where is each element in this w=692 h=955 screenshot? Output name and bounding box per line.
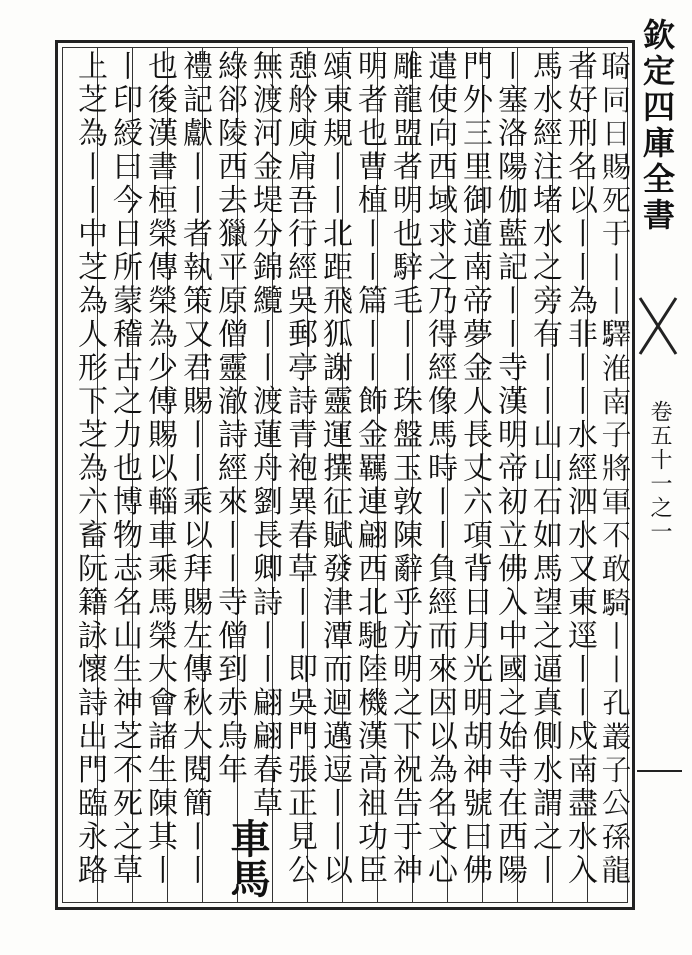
fishtail-mark-icon: [638, 296, 678, 356]
collection-title: 欽定四庫全書: [638, 18, 676, 234]
text-column-9: 頌東規丨丨北距飛狐謝靈運撰征賦發津潭而迴邁逗丨丨以: [317, 50, 352, 888]
text-column-16: 上芝為丨丨中芝為人形下芝為六畜阮籍詠懷詩出門臨永路: [72, 50, 107, 888]
text-column-15: 丨印綬曰今日所蒙稽古之力也博物志名山生神芝不死之草: [107, 50, 142, 888]
text-column-10: 憩舲庾肩吾行經吳郵亭詩青袍異春草丨丨即吳門張正見公: [282, 50, 317, 888]
text-column-4: 丨塞洛陽伽藍記丨丨寺漢明帝初立佛入中國之始寺在西陽: [492, 50, 527, 888]
text-column-6: 遣使向西域求之乃得經像馬時丨丨負經而來因以為名文心: [422, 50, 457, 888]
text-column-2: 者好刑名以丨丨為非丨丨水經泗水又東逕丨丨戍南盡水入: [562, 50, 597, 888]
text-column-8: 明者也曹植丨丨篇丨丨飾金羈連翩西北馳陸機漢高祖功臣: [352, 50, 387, 888]
text-column-5: 門外三里御道南帝夢金人長丈六項背日月光明胡神號曰佛: [457, 50, 492, 888]
text-column-1: 𦖊同日賜死于丨丨驛淮南子將軍不敢騎丨丨孔叢子公孫龍: [597, 50, 632, 888]
text-column-13: 禮記獻丨丨者執策又君賜丨丨乘以拜賜左傳秋大閱簡丨丨: [177, 50, 212, 888]
entry-heading: 車馬: [224, 818, 271, 898]
text-column-12: 綠郤陵西去獵平原僧靈澈詩經來丨丨寺僧到赤烏年: [212, 50, 247, 787]
volume-label: 卷五十一之一: [647, 400, 672, 544]
margin-divider: [637, 770, 682, 772]
text-column-3: 馬水經注堵水之旁有丨丨山山石如馬望之逼真側水謂之丨: [527, 50, 562, 888]
text-column-14: 也後漢書桓榮傳榮為少傅賜以輜車乘馬榮大會諸生陳其丨: [142, 50, 177, 888]
text-column-7: 雕龍盟者明也騂毛丨丨珠盤玉敦陳辭乎方明之下祝告于神: [387, 50, 422, 888]
text-column-11: 無渡河金堤分錦纜丨丨渡蓮舟劉長卿詩丨丨翩翩春草: [247, 50, 282, 821]
